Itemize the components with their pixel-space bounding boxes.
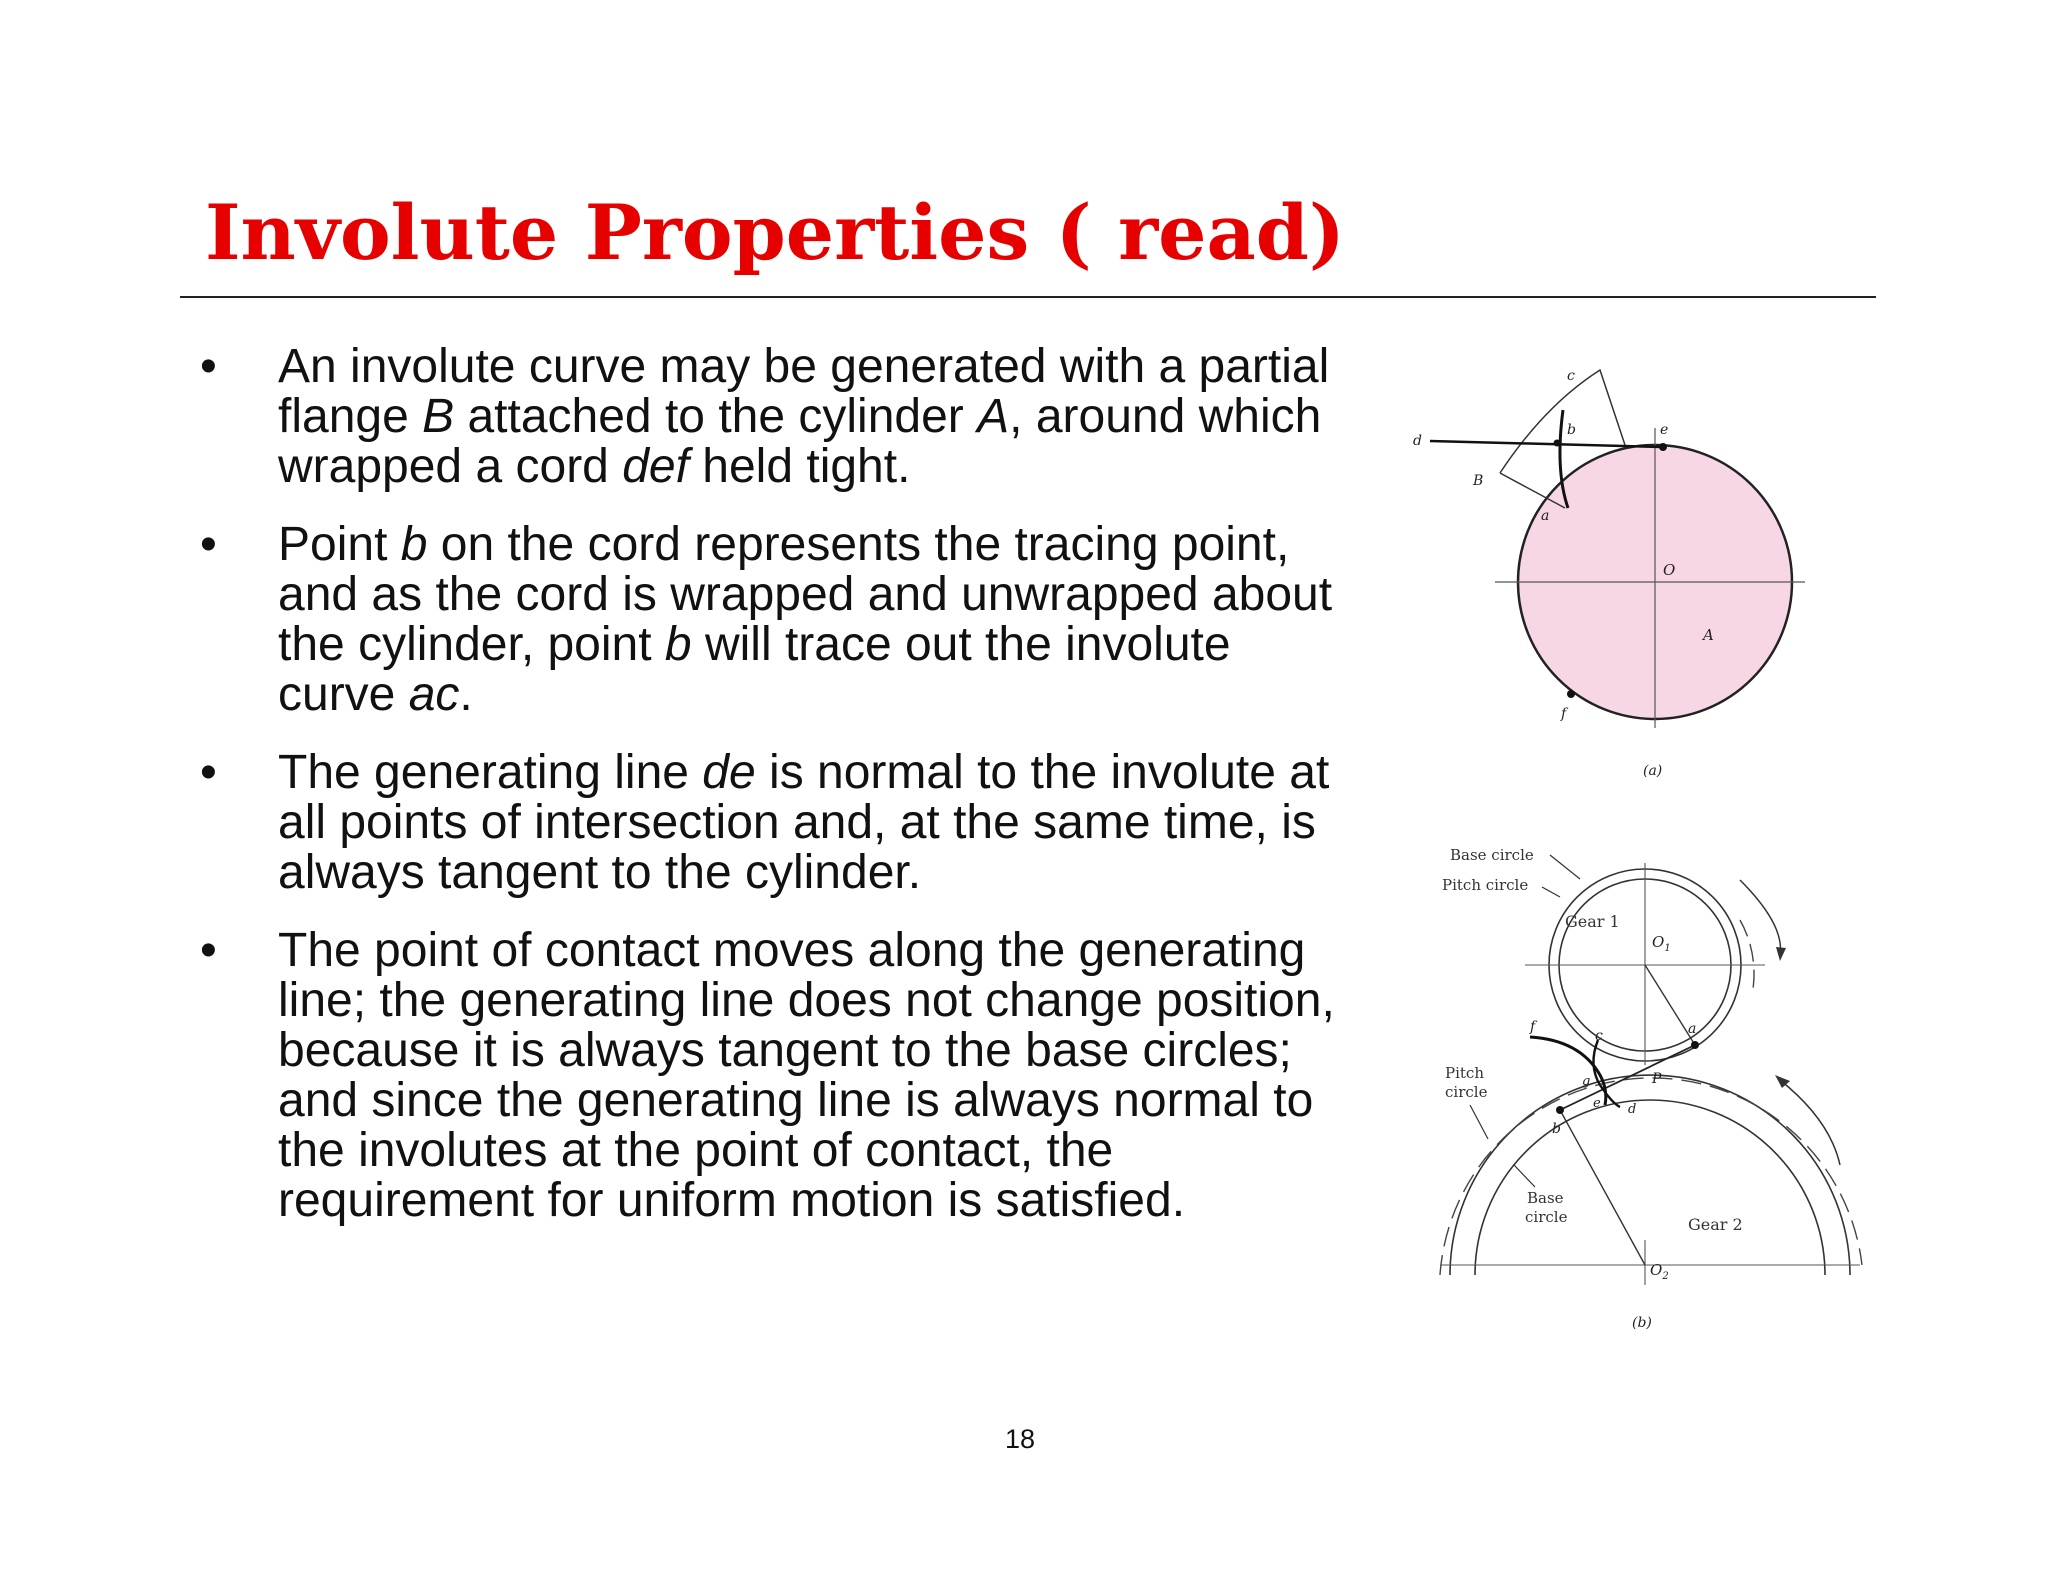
point-b (1556, 1106, 1564, 1114)
gear2-base-circle (1475, 1100, 1825, 1275)
italic-run: B (422, 390, 455, 443)
italic-run: A (977, 390, 1010, 443)
bullet-text (278, 340, 1329, 493)
label-f: f (1530, 1019, 1536, 1035)
label-o2: $O_2$ (1650, 1261, 1669, 1282)
text-run: An involute curve may be generated with a partial flange (278, 340, 1330, 443)
text-run: , around which wrapped a cord (278, 390, 1322, 493)
label-A: A (1703, 626, 1714, 644)
line-of-action (1560, 1045, 1695, 1110)
text-run: is normal to the involute at all points of intersection and, at the same time, is always tangent to the cylinder. (278, 746, 1330, 899)
gear2-pitch-circle (1450, 1075, 1850, 1275)
leader-pitch-circle (1542, 887, 1560, 897)
italic-run: b (664, 618, 692, 671)
label-g: g (1582, 1074, 1591, 1089)
label-pitch-circle-left-2: circle (1445, 1083, 1488, 1101)
page-number: 18 (1004, 1424, 1036, 1454)
label-o1: $O_1$ (1652, 933, 1671, 954)
rotation-arrow-gear1 (1740, 880, 1781, 955)
text-run: Point (278, 518, 401, 571)
text-run: on the cord represents the tracing point, and as the cord is wrapped and unwrapped about the cylinder, point (278, 518, 1333, 671)
italic-run: b (400, 518, 428, 571)
label-a: a (1541, 508, 1550, 524)
label-b: b (1567, 422, 1576, 438)
label-d: d (1413, 433, 1422, 449)
gear1-addendum-arc (1740, 920, 1754, 995)
bullet-item (200, 342, 1340, 492)
text-run: . (459, 668, 473, 721)
radius-o2-b (1560, 1110, 1645, 1265)
bullet-text (278, 518, 1332, 721)
label-gear2: Gear 2 (1688, 1215, 1743, 1234)
bullet-item (200, 926, 1340, 1226)
label-pitch-circle-left-1: Pitch (1445, 1064, 1484, 1082)
caption-b: (b) (1632, 1315, 1652, 1331)
bullet-marker: • (200, 518, 217, 571)
generating-line-de (1430, 441, 1663, 447)
rotation-arrowhead-gear1 (1776, 947, 1786, 961)
label-a: a (1688, 1021, 1697, 1037)
italic-run: de (702, 746, 756, 799)
bullet-marker: • (200, 340, 217, 393)
bullet-item (200, 520, 1340, 720)
label-b: b (1552, 1121, 1561, 1137)
text-run: attached to the cylinder (454, 390, 978, 443)
title-divider (180, 296, 1876, 298)
slide-title: Involute Properties ( read) (205, 188, 1345, 277)
bullet-text (278, 924, 1335, 1227)
bullet-text (278, 746, 1329, 899)
bullet-item (200, 748, 1340, 898)
label-base-circle-bottom-1: Base (1527, 1189, 1564, 1207)
point-b (1554, 440, 1561, 447)
leader-base-circle-bottom (1514, 1165, 1535, 1187)
label-c: c (1567, 368, 1575, 384)
text-run: The generating line (278, 746, 703, 799)
label-gear1: Gear 1 (1565, 912, 1620, 931)
label-pitch-circle-top: Pitch circle (1442, 876, 1529, 894)
text-run: will trace out the involute curve (278, 618, 1231, 721)
text-run: held tight. (688, 440, 911, 493)
label-base-circle-bottom-2: circle (1525, 1208, 1568, 1226)
italic-run: ac (408, 668, 460, 721)
label-d: d (1628, 1102, 1637, 1117)
label-base-circle-top: Base circle (1450, 846, 1534, 864)
text-run: The point of contact moves along the generating line; the generating line does not change position, because it is always tangent to the base circles; and since the generating line is always normal to the involutes at the point of contact, the requirement for uniform motion is satisfied. (278, 924, 1335, 1227)
bullet-list (200, 342, 1340, 1254)
gear2-addendum-arc (1440, 1078, 1862, 1275)
italic-run: def (622, 440, 689, 493)
bullet-marker: • (200, 746, 217, 799)
point-a (1691, 1041, 1699, 1049)
label-p: P (1652, 1071, 1662, 1087)
leader-base-circle (1550, 855, 1580, 879)
meshing-gears-diagram (1430, 835, 1870, 1345)
label-e: e (1593, 1096, 1601, 1111)
involute-generation-diagram (1395, 350, 1845, 790)
point-e (1659, 443, 1667, 451)
label-B: B (1473, 473, 1484, 489)
label-c: c (1595, 1028, 1603, 1044)
bullet-marker: • (200, 924, 217, 977)
leader-pitch-circle-left (1470, 1105, 1488, 1139)
caption-a: (a) (1643, 763, 1663, 779)
point-f (1567, 690, 1575, 698)
rotation-arrow-gear2 (1780, 1080, 1840, 1165)
label-O: O (1663, 561, 1676, 579)
label-f: f (1561, 706, 1567, 722)
label-e: e (1660, 422, 1669, 438)
